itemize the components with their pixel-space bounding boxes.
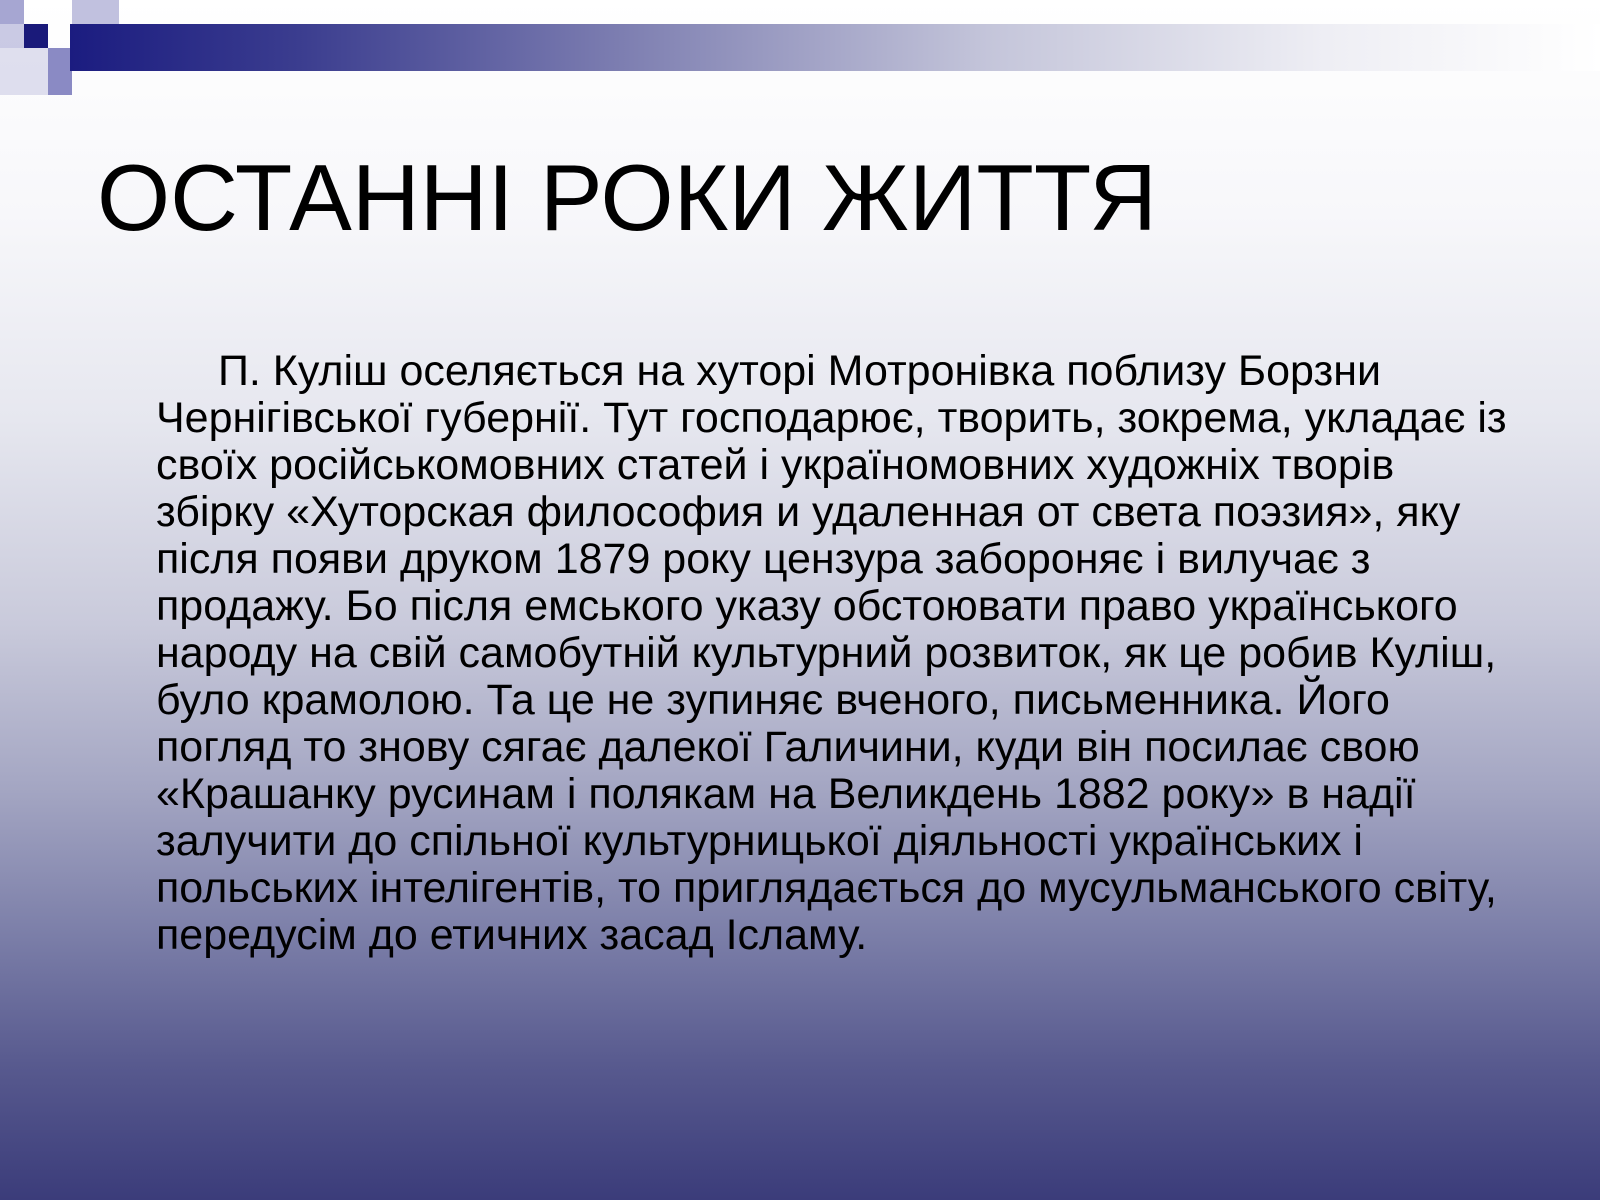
decor-square-1 <box>0 0 24 24</box>
slide-title: ОСТАННІ РОКИ ЖИТТЯ <box>97 145 1158 250</box>
slide-body-text: П. Куліш оселяється на хуторі Мотронівка поблизу Борзни Чернігівської губернії. Тут господарює, творить, зокрема, укладає із своїх російськомовних статей і україномовних художніх творів збірку «Хуторская философия и удаленная от света поэзия», яку після появи друком 1879 року цензура забороняє і вилучає з продажу. Бо після емського указу обстоювати право українського народу на свій самобутній культурний розвиток, як це робив Куліш, було крамолою. Та це не зупиняє вченого, письменника. Його погляд то знову сягає далекої Галичини, куди він посилає свою «Крашанку русинам і полякам на Великдень 1882 року» в надії залучити до спільної культурницької діяльності українських і польських інтелігентів, то приглядається до мусульманського світу, передусім до етичних засад Ісламу. <box>156 347 1507 959</box>
decor-square-8 <box>0 48 48 95</box>
decor-square-3 <box>24 24 48 48</box>
decor-square-2 <box>0 24 24 48</box>
decor-square-4 <box>72 0 119 24</box>
decor-square-7 <box>48 48 72 95</box>
header-gradient-bar <box>70 24 1600 71</box>
